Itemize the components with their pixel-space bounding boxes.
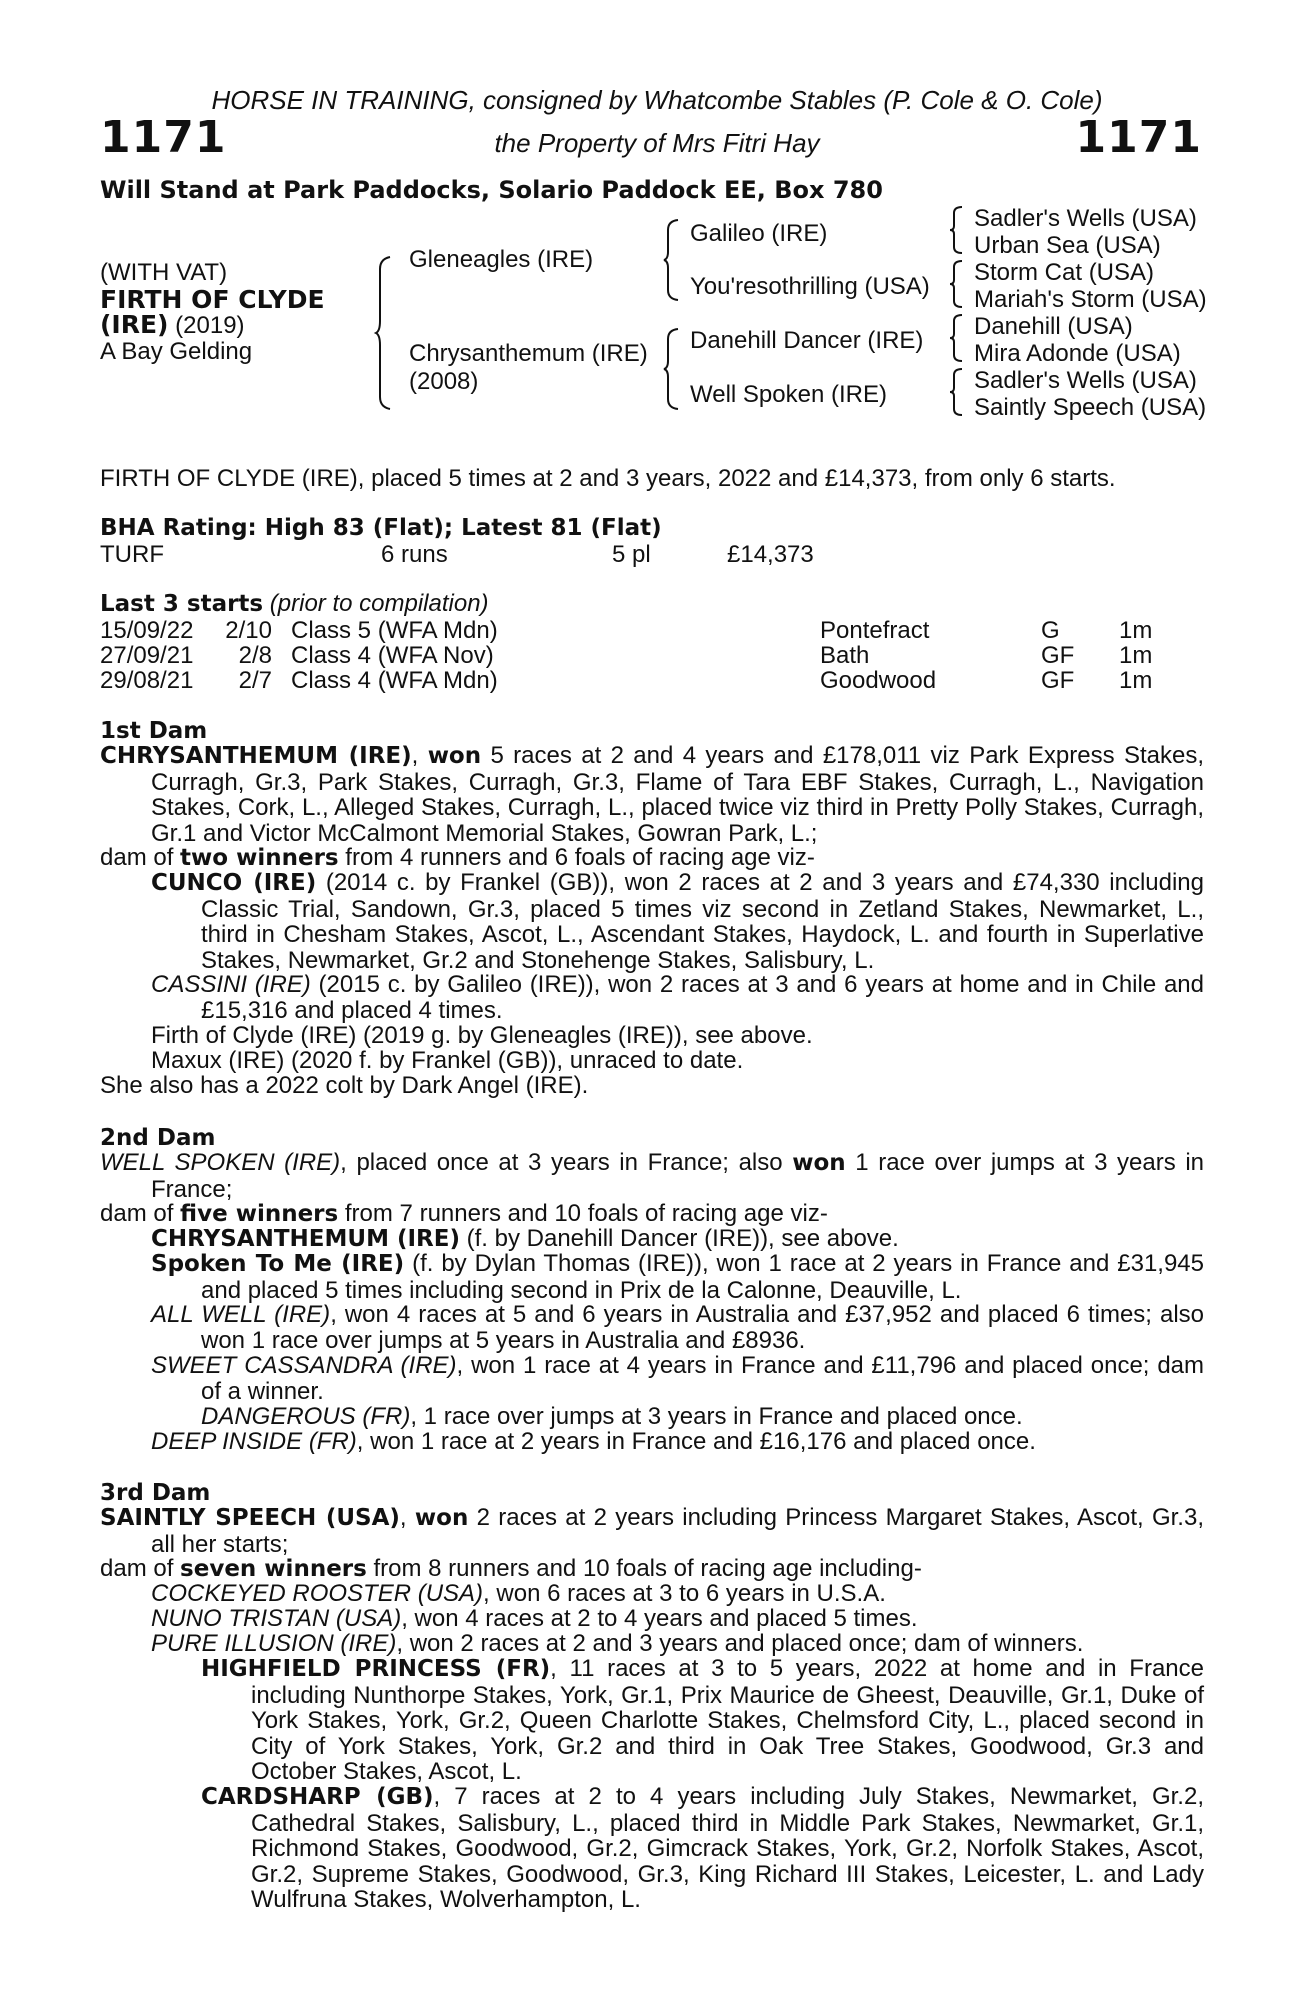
rating-earnings: £14,373 bbox=[727, 541, 814, 568]
start-course: Pontefract bbox=[820, 617, 930, 644]
progeny-pure-illusion: PURE ILLUSION (IRE), won 2 races at 2 and 3 years and placed once; dam of winners. bbox=[151, 1630, 1084, 1657]
lot-number-left: 1171 bbox=[100, 112, 227, 163]
second-dam-heading: 2nd Dam bbox=[100, 1125, 216, 1151]
progeny-dangerous: DANGEROUS (FR), 1 race over jumps at 3 years in France and placed once. bbox=[201, 1403, 1023, 1430]
progeny-deep-inside: DEEP INSIDE (FR), won 1 race at 2 years in France and £16,176 and placed once. bbox=[151, 1428, 1036, 1455]
horse-description: A Bay Gelding bbox=[100, 338, 253, 365]
progeny-cunco: CUNCO (IRE) (2014 c. by Frankel (GB)), won 2 races at 2 and 3 years and £74,330 including Classic Trial, Sandown, Gr.3, placed 5 times viz second in Zetland Stakes, Newmarket, L., third in Chesham Stakes, Ascot, L., Ascendant Stakes, Haydock, L. and fourth in Superlative Stakes, Newmarket, Gr.2 and Stonehenge Stakes, Salisbury, L. bbox=[151, 869, 1204, 974]
third-dam-record: SAINTLY SPEECH (USA), won 2 races at 2 years including Princess Margaret Stakes, Ascot, Gr.3, all her starts; bbox=[100, 1504, 1204, 1558]
start-date: 15/09/22 bbox=[100, 617, 194, 644]
start-distance: 1m bbox=[1119, 617, 1153, 644]
pedigree-sire-dam: You'resothrilling (USA) bbox=[690, 273, 930, 300]
pedigree-brace-g4 bbox=[950, 367, 964, 417]
pedigree-brace-g3 bbox=[950, 313, 964, 363]
progeny-firth-of-clyde: Firth of Clyde (IRE) (2019 g. by Gleneagles (IRE)), see above. bbox=[151, 1022, 813, 1049]
start-race: Class 5 (WFA Mdn) bbox=[291, 617, 498, 644]
third-dam-heading: 3rd Dam bbox=[100, 1480, 211, 1506]
bha-rating-heading: BHA Rating: High 83 (Flat); Latest 81 (Flat) bbox=[100, 515, 662, 541]
pedigree-dam-year: (2008) bbox=[409, 368, 479, 395]
start-course: Bath bbox=[820, 642, 870, 669]
pedigree-dam: Chrysanthemum (IRE) bbox=[409, 340, 648, 367]
progeny-cockeyed-rooster: COCKEYED ROOSTER (USA), won 6 races at 3 to 6 years in U.S.A. bbox=[151, 1580, 886, 1607]
horse-name: FIRTH OF CLYDE bbox=[100, 285, 325, 314]
first-dam-heading: 1st Dam bbox=[100, 718, 208, 744]
progeny-nuno-tristan: NUNO TRISTAN (USA), won 4 races at 2 to 4 years and placed 5 times. bbox=[151, 1605, 918, 1632]
summary-line: FIRTH OF CLYDE (IRE), placed 5 times at 2 and 3 years, 2022 and £14,373, from only 6 starts. bbox=[100, 465, 1116, 492]
pedigree-brace-sire bbox=[664, 218, 680, 302]
start-date: 27/09/21 bbox=[100, 642, 194, 669]
pedigree-gen3-7: Sadler's Wells (USA) bbox=[974, 367, 1197, 394]
pedigree-gen3-6: Mira Adonde (USA) bbox=[974, 340, 1181, 367]
pedigree-brace-g1 bbox=[950, 205, 964, 255]
second-dam-produce-line: dam of five winners from 7 runners and 10 foals of racing age viz- bbox=[100, 1200, 828, 1227]
rating-placed: 5 pl bbox=[612, 541, 651, 568]
start-distance: 1m bbox=[1119, 667, 1153, 694]
rating-surface: TURF bbox=[100, 541, 164, 568]
start-distance: 1m bbox=[1119, 642, 1153, 669]
progeny-all-well: ALL WELL (IRE), won 4 races at 5 and 6 years in Australia and £37,952 and placed 6 times; also won 1 race over jumps at 5 years in Australia and £8936. bbox=[151, 1301, 1204, 1354]
rating-runs: 6 runs bbox=[381, 541, 448, 568]
pedigree-brace-dam bbox=[664, 327, 680, 411]
pedigree-gen3-8: Saintly Speech (USA) bbox=[974, 394, 1207, 421]
start-position: 2/7 bbox=[238, 667, 272, 694]
start-going: GF bbox=[1041, 667, 1075, 694]
third-dam-produce-line: dam of seven winners from 8 runners and 10 foals of racing age including- bbox=[100, 1555, 922, 1582]
vat-note: (WITH VAT) bbox=[100, 259, 228, 286]
lot-number-right: 1171 bbox=[1075, 112, 1202, 163]
start-position: 2/10 bbox=[225, 617, 272, 644]
start-going: G bbox=[1041, 617, 1060, 644]
property-line: the Property of Mrs Fitri Hay bbox=[494, 128, 820, 158]
progeny-highfield-princess: HIGHFIELD PRINCESS (FR), 11 races at 3 to 5 years, 2022 at home and in France including Nunthorpe Stakes, York, Gr.1, Prix Maurice de Gheest, Deauville, Gr.1, Duke of York Stakes, York, Gr.2, Queen Charlotte Stakes, Chelmsford City, L., placed second in City of York Stakes, York, Gr.2 and third in Oak Tree Stakes, Goodwood, Gr.3 and October Stakes, Ascot, L. bbox=[201, 1655, 1204, 1785]
start-position: 2/8 bbox=[238, 642, 272, 669]
pedigree-brace-main bbox=[376, 255, 392, 411]
pedigree-dam-sire: Danehill Dancer (IRE) bbox=[690, 327, 924, 354]
first-dam-note: She also has a 2022 colt by Dark Angel (IRE). bbox=[100, 1072, 589, 1099]
pedigree-gen3-4: Mariah's Storm (USA) bbox=[974, 286, 1207, 313]
pedigree-dam-dam: Well Spoken (IRE) bbox=[690, 381, 887, 408]
progeny-spoken-to-me: Spoken To Me (IRE) (f. by Dylan Thomas (IRE)), won 1 race at 2 years in France and £31,945 and placed 5 times including second in Prix de la Calonne, Deauville, L. bbox=[151, 1250, 1205, 1304]
pedigree-brace-g2 bbox=[950, 259, 964, 309]
pedigree-gen3-1: Sadler's Wells (USA) bbox=[974, 205, 1197, 232]
second-dam-record: WELL SPOKEN (IRE), placed once at 3 years in France; also won 1 race over jumps at 3 years in France; bbox=[100, 1149, 1204, 1203]
progeny-chrysanthemum: CHRYSANTHEMUM (IRE) (f. by Danehill Dancer (IRE)), see above. bbox=[151, 1225, 899, 1252]
progeny-maxux: Maxux (IRE) (2020 f. by Frankel (GB)), unraced to date. bbox=[151, 1047, 744, 1074]
pedigree-sire-sire: Galileo (IRE) bbox=[690, 220, 828, 247]
pedigree-sire: Gleneagles (IRE) bbox=[409, 246, 594, 273]
pedigree-gen3-3: Storm Cat (USA) bbox=[974, 259, 1155, 286]
progeny-sweet-cassandra: SWEET CASSANDRA (IRE), won 1 race at 4 years in France and £11,796 and placed once; dam of a winner. bbox=[151, 1352, 1205, 1405]
pedigree-gen3-2: Urban Sea (USA) bbox=[974, 232, 1161, 259]
start-race: Class 4 (WFA Nov) bbox=[291, 642, 494, 669]
first-dam-produce-line: dam of two winners from 4 runners and 6 foals of racing age viz- bbox=[100, 844, 815, 871]
progeny-cardsharp: CARDSHARP (GB), 7 races at 2 to 4 years including July Stakes, Newmarket, Gr.2, Cathedral Stakes, Salisbury, L., placed third in Middle Park Stakes, Newmarket, Gr.1, Richmond Stakes, Goodwood, Gr.2, Gimcrack Stakes, York, Gr.2, Norfolk Stakes, Ascot, Gr.2, Supreme Stakes, Goodwood, Gr.3, King Richard III Stakes, Leicester, L. and Lady Wulfruna Stakes, Wolverhampton, L. bbox=[201, 1783, 1204, 1913]
start-race: Class 4 (WFA Mdn) bbox=[291, 667, 498, 694]
progeny-cassini: CASSINI (IRE) (2015 c. by Galileo (IRE)), won 2 races at 3 and 6 years at home and in Chile and £15,316 and placed 4 times. bbox=[151, 971, 1204, 1024]
consignor-line: HORSE IN TRAINING, consigned by Whatcombe Stables (P. Cole & O. Cole) bbox=[211, 85, 1103, 115]
start-going: GF bbox=[1041, 642, 1075, 669]
last-starts-heading: Last 3 starts (prior to compilation) bbox=[100, 590, 489, 617]
stand-location: Will Stand at Park Paddocks, Solario Paddock EE, Box 780 bbox=[100, 176, 883, 204]
pedigree-gen3-5: Danehill (USA) bbox=[974, 313, 1133, 340]
start-date: 29/08/21 bbox=[100, 667, 194, 694]
horse-suffix-year: (IRE) (2019) bbox=[100, 310, 245, 339]
first-dam-record: CHRYSANTHEMUM (IRE), won 5 races at 2 and 4 years and £178,011 viz Park Express Stakes, Curragh, Gr.3, Park Stakes, Curragh, Gr.3, Flame of Tara EBF Stakes, Curragh, L., Navigation Stakes, Cork, L., Alleged Stakes, Curragh, L., placed twice viz third in Pretty Polly Stakes, Curragh, Gr.1 and Victor McCalmont Memorial Stakes, Gowran Park, L.; bbox=[100, 742, 1204, 847]
start-course: Goodwood bbox=[820, 667, 937, 694]
